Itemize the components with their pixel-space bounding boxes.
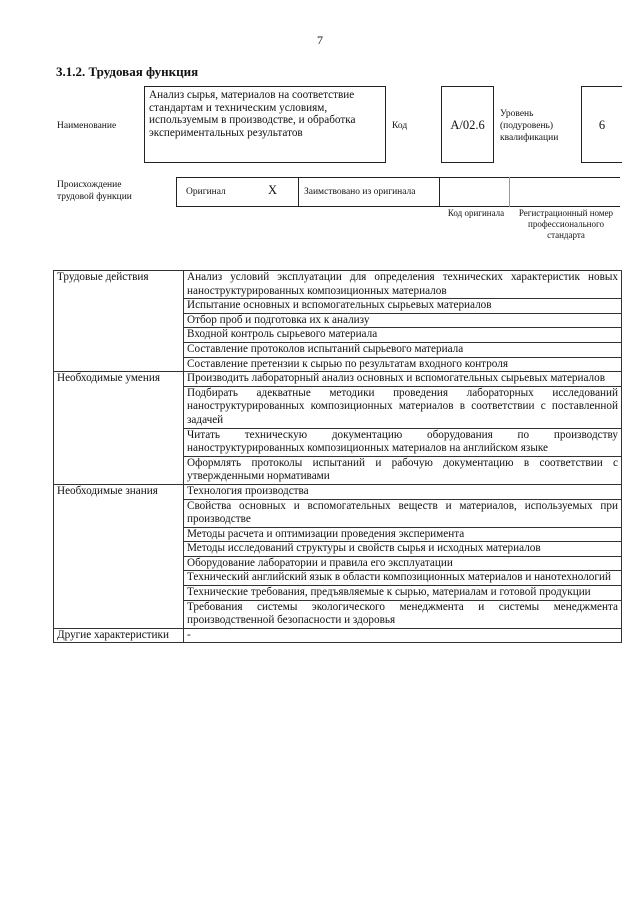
borrowed-label: Заимствовано из оригинала — [304, 187, 416, 197]
code-caption: Код оригинала — [447, 208, 505, 218]
table-cell: Испытание основных и вспомогательных сырьевых материалов — [184, 299, 622, 314]
category-cell: Необходимые знания — [54, 484, 184, 628]
category-cell: Необходимые умения — [54, 372, 184, 485]
table-cell: Входной контроль сырьевого материала — [184, 328, 622, 343]
table-cell: Технический английский язык в области композиционных материалов и нанотехнологий — [184, 571, 622, 586]
table-row — [54, 372, 622, 387]
table-cell: Методы исследований структуры и свойств сырья и исходных материалов — [184, 542, 622, 557]
table-row — [54, 271, 622, 299]
table-cell: Читать техническую документацию оборудования по производству наноструктурированных композиционных материалов на английском языке — [184, 428, 622, 456]
code-value: A/02.6 — [450, 118, 485, 132]
code-label: Код — [392, 121, 408, 131]
table-cell: Свойства основных и вспомогательных веществ и материалов, используемых при производстве — [184, 499, 622, 527]
category-cell: Другие характеристики — [54, 628, 184, 643]
table-cell: Анализ условий эксплуатации для определения технических характеристик новых наноструктурированных композиционных материалов — [184, 271, 622, 299]
competency-table — [53, 270, 622, 643]
level-box — [581, 86, 622, 163]
original-label: Оригинал — [186, 187, 226, 197]
table-cell: Подбирать адекватные методики проведения лабораторных исследований наноструктурированных композиционных материалов в соответствии с поставленной задачей — [184, 386, 622, 428]
table-cell: Технология производства — [184, 484, 622, 499]
section-title: 3.1.2. Трудовая функция — [56, 64, 199, 79]
table-cell: Методы расчета и оптимизации проведения эксперимента — [184, 527, 622, 542]
table-cell: Оформлять протоколы испытаний и рабочую документацию в соответствии с утвержденными нормативами — [184, 456, 622, 484]
function-name: Анализ сырья, материалов на соответствие стандартам и техническим условиям, используемым в производстве, и обработка экспериментальных результатов — [149, 89, 356, 139]
name-box — [144, 86, 386, 163]
table-cell: Составление протоколов испытаний сырьевого материала — [184, 342, 622, 357]
reg-caption: Регистрационный номер профессионального стандарта — [518, 208, 614, 240]
table-row — [54, 484, 622, 499]
category-cell: Трудовые действия — [54, 271, 184, 372]
level-label: Уровень (подуровень) квалификации — [500, 109, 559, 143]
table-cell: - — [184, 628, 622, 643]
table-cell: Требования системы экологического менеджмента и системы менеджмента производственной безопасности и здоровья — [184, 600, 622, 628]
page-number: 7 — [317, 33, 323, 47]
original-mark: X — [268, 183, 278, 197]
table-cell: Составление претензии к сырью по результатам входного контроля — [184, 357, 622, 372]
level-value: 6 — [598, 118, 606, 132]
table-cell: Технические требования, предъявляемые к сырью, материалам и готовой продукции — [184, 586, 622, 601]
table-cell: Оборудование лаборатории и правила его эксплуатации — [184, 556, 622, 571]
table-cell: Отбор проб и подготовка их к анализу — [184, 313, 622, 328]
code-box — [441, 86, 494, 163]
origin-label: Происхождение трудовой функции — [57, 180, 132, 202]
table-row — [54, 628, 622, 643]
name-label: Наименование — [57, 121, 117, 131]
table-cell: Производить лабораторный анализ основных и вспомогательных сырьевых материалов — [184, 372, 622, 387]
